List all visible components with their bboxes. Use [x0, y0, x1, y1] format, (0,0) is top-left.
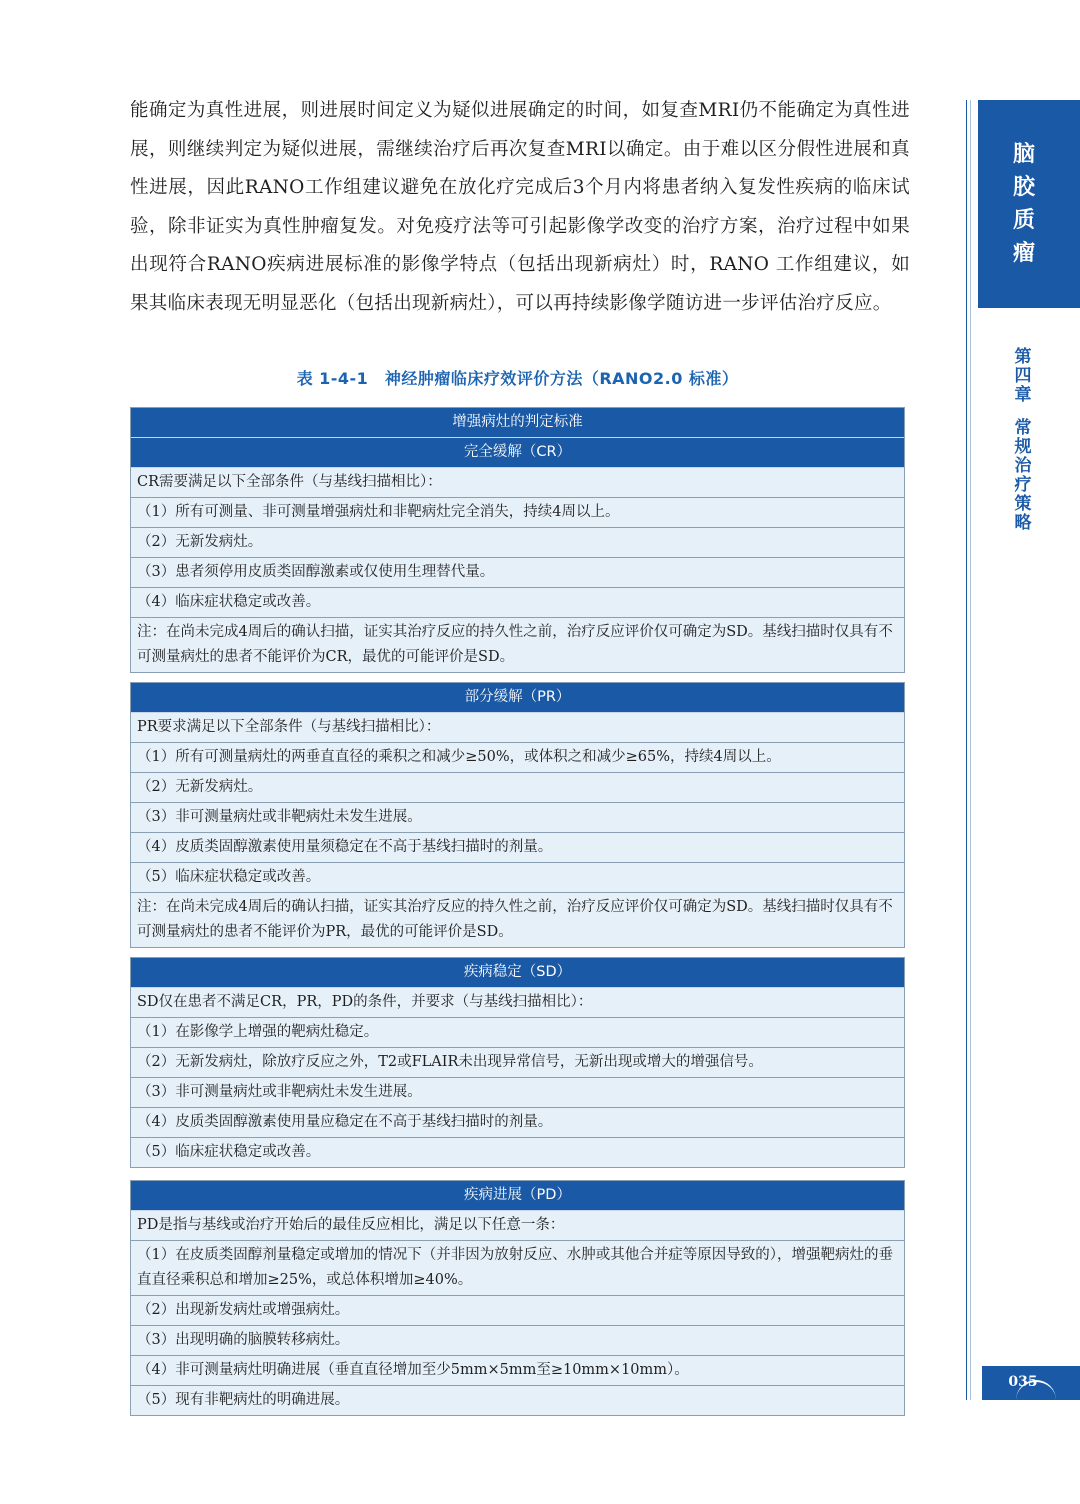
table-row: （1）所有可测量、非可测量增强病灶和非靶病灶完全消失，持续4周以上。 — [131, 498, 904, 528]
section-title-char: 脑 — [1012, 142, 1035, 167]
chapter-title-char: 常 — [1014, 418, 1032, 438]
table-note: 注：在尚未完成4周后的确认扫描，证实其治疗反应的持久性之前，治疗反应评价仅可确定为SD。基线扫描时仅具有不可测量病灶的患者不能评价为PR，最优的可能评价是SD。 — [137, 899, 893, 940]
table-header: 疾病进展（PD） — [131, 1181, 904, 1211]
chapter-title-char: 疗 — [1014, 475, 1032, 495]
table-subheader: 完全缓解（CR） — [131, 438, 904, 468]
page-number: 035 — [1008, 1374, 1038, 1390]
chapter-number-char: 章 — [1014, 385, 1032, 405]
table-row: SD仅在患者不满足CR，PR，PD的条件，并要求（与基线扫描相比）： — [131, 988, 904, 1018]
section-title — [978, 138, 1070, 270]
table-sd — [130, 957, 905, 1168]
chapter-title-char: 略 — [1014, 513, 1032, 533]
table-row: （4）皮质类固醇激素使用量应稳定在不高于基线扫描时的剂量。 — [131, 1108, 904, 1138]
table-row: CR需要满足以下全部条件（与基线扫描相比）： — [131, 468, 904, 498]
table-row: （1）在影像学上增强的靶病灶稳定。 — [131, 1018, 904, 1048]
chapter-title-char: 治 — [1014, 456, 1032, 476]
chapter-title-char: 策 — [1014, 494, 1032, 514]
sidebar-rule — [966, 100, 967, 1400]
section-title-char: 瘤 — [1012, 241, 1035, 266]
table-row: （5）临床症状稳定或改善。 — [131, 863, 904, 893]
table-note: 注：在尚未完成4周后的确认扫描，证实其治疗反应的持久性之前，治疗反应评价仅可确定为SD。基线扫描时仅具有不可测量病灶的患者不能评价为CR，最优的可能评价是SD。 — [137, 624, 893, 665]
chapter-label — [1010, 348, 1036, 533]
table-row: （2）无新发病灶。 — [131, 773, 904, 803]
chapter-number-char: 第 — [1014, 347, 1032, 367]
table-cr — [130, 407, 905, 673]
table-row: （3）非可测量病灶或非靶病灶未发生进展。 — [131, 803, 904, 833]
table-row: （3）出现明确的脑膜转移病灶。 — [131, 1326, 904, 1356]
chapter-title-char: 规 — [1014, 437, 1032, 457]
table-row: （1）在皮质类固醇剂量稳定或增加的情况下（并非因为放射反应、水肿或其他合并症等原因导致的），增强靶病灶的垂直直径乘积总和增加≥25%，或总体积增加≥40%。 — [131, 1241, 904, 1296]
table-header: 疾病稳定（SD） — [131, 958, 904, 988]
table-row: （2）无新发病灶。 — [131, 528, 904, 558]
table-pd — [130, 1180, 905, 1416]
table-row: （5）临床症状稳定或改善。 — [137, 1144, 321, 1160]
table-row: （5）现有非靶病灶的明确进展。 — [137, 1392, 350, 1408]
table-row: PR要求满足以下全部条件（与基线扫描相比）： — [131, 713, 904, 743]
table-row: （1）所有可测量病灶的两垂直直径的乘积之和减少≥50%，或体积之和减少≥65%，持续4周以上。 — [131, 743, 904, 773]
table-row: （2）无新发病灶，除放疗反应之外，T2或FLAIR未出现异常信号，无新出现或增大的增强信号。 — [131, 1048, 904, 1078]
table-row: （4）皮质类固醇激素使用量须稳定在不高于基线扫描时的剂量。 — [131, 833, 904, 863]
table-header: 部分缓解（PR） — [131, 683, 904, 713]
table-row: （3）非可测量病灶或非靶病灶未发生进展。 — [131, 1078, 904, 1108]
body-paragraph: 能确定为真性进展，则进展时间定义为疑似进展确定的时间，如复查MRI仍不能确定为真性进展，则继续判定为疑似进展，需继续治疗后再次复查MRI以确定。由于难以区分假性进展和真性进展，因此RANO工作组建议避免在放化疗完成后3个月内将患者纳入复发性疾病的临床试验，除非证实为真性肿瘤复发。对免疫疗法等可引起影像学改变的治疗方案，治疗过程中如果出现符合RANO疾病进展标准的影像学特点（包括出现新病灶）时，RANO 工作组建议，如果其临床表现无明显恶化（包括出现新病灶），可以再持续影像学随访进一步评估治疗反应。 — [130, 100, 910, 314]
sidebar-rule-light — [970, 100, 971, 1400]
table-header: 增强病灶的判定标准 — [131, 408, 904, 438]
table-row: （3）患者须停用皮质类固醇激素或仅使用生理替代量。 — [131, 558, 904, 588]
table-row: （4）非可测量病灶明确进展（垂直直径增加至少5mm×5mm至≥10mm×10mm）。 — [131, 1356, 904, 1386]
chapter-number-char: 四 — [1014, 366, 1032, 386]
table-row: （4）临床症状稳定或改善。 — [131, 588, 904, 618]
table-row: PD是指与基线或治疗开始后的最佳反应相比，满足以下任意一条： — [131, 1211, 904, 1241]
table-row: （2）出现新发病灶或增强病灶。 — [131, 1296, 904, 1326]
table-caption: 表 1-4-1 神经肿瘤临床疗效评价方法（RANO2.0 标准） — [296, 369, 739, 388]
section-title-char: 胶 — [1012, 175, 1035, 200]
section-title-char: 质 — [1012, 208, 1035, 233]
table-pr — [130, 682, 905, 948]
